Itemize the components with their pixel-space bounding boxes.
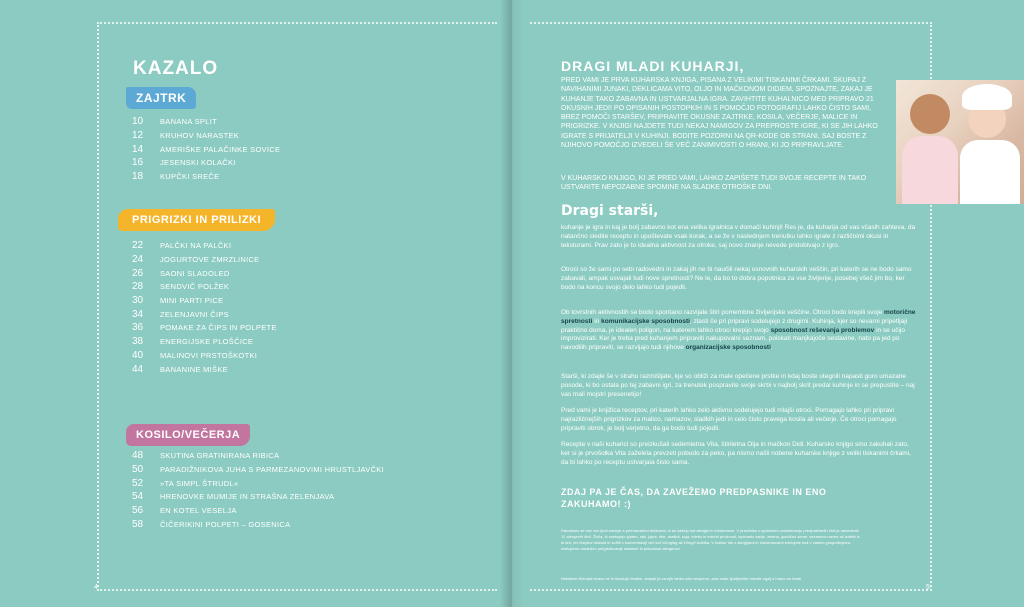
toc-entry-title: »TA SIMPL ŠTRUDL« bbox=[160, 478, 239, 488]
toc-entry[interactable] bbox=[132, 321, 277, 335]
toc-entry-title: EN KOTEL VESELJA bbox=[160, 506, 237, 516]
lunch-dinner-list bbox=[132, 449, 384, 531]
toc-entry-title: JOGURTOVE ZMRZLINICE bbox=[160, 255, 260, 265]
parents-paragraph: Otroci so že sami po sebi radovedni in zakaj jih ne bi naučili nekaj osnovnih kuharskih veščin, pri katerih se ne bodo samo zabavali, ampak usvajali tudi nove spretnosti? Ne le, da bo to dobra popotnica za vse življenje, posebej všeč jim bo, ker bodo na koncu svojo delo lahko tudi pojedli. bbox=[561, 266, 912, 291]
toc-page-number: 10 bbox=[132, 116, 144, 128]
toc-entry[interactable] bbox=[132, 349, 277, 363]
toc-page-number: 18 bbox=[132, 171, 144, 183]
toc-entry[interactable] bbox=[132, 476, 384, 490]
toc-entry[interactable] bbox=[132, 463, 384, 477]
toc-entry-title: AMERIŠKE PALAČINKE SOVICE bbox=[160, 144, 281, 154]
allergen-fine-print: Dandanes se vse več ljudi srečuje s prehranskimi težavami, ki se kažejo kot alergije in intolerance. V pravilniku o splošnem označevanju predpakiranih živil je navedenih 12 alergenih živil. Živila, ki vsebujejo gluten, raki, jajca, ribe, arašidi, soja, mleko in mlečni proizvodi, lupinasto sadje, zelena, gorčično seme, sezamovo seme ali izdelki iz le-teh, ter žveplov dioksid in sulfiti v koncentraciji več kot 10mg/kg ali 10mg/l izdelka. V kolikor ste z alergijami in intolerancami srečujete tudi v vašem gospodinjstvu, svetujemo dosledno pregledovanje sestavin in prisotnost alergenov. bbox=[561, 528, 860, 551]
toc-entry[interactable] bbox=[132, 266, 277, 280]
contents-title: KAZALO bbox=[133, 58, 219, 79]
toc-page-number: 14 bbox=[132, 143, 144, 155]
closing-call-to-action: ZDAJ PA JE ČAS, DA ZAVEŽEMO PREDPASNIKE IN ENO ZAKUHAMO! :) bbox=[561, 487, 827, 509]
toc-entry-title: SKUTINA GRATINIRANA RIBICA bbox=[160, 451, 280, 461]
toc-entry[interactable] bbox=[132, 129, 280, 143]
toc-entry[interactable] bbox=[132, 517, 384, 531]
toc-entry[interactable] bbox=[132, 307, 277, 321]
toc-page-number: 38 bbox=[132, 336, 144, 348]
toc-page-number: 22 bbox=[132, 240, 144, 252]
parents-paragraph-skills bbox=[561, 309, 916, 353]
highlight-organization-skills: organizacijske sposobnosti bbox=[685, 344, 771, 352]
section-label-snacks: PRIGRIZKI IN PRILIZKI bbox=[118, 209, 275, 231]
toc-entry[interactable] bbox=[132, 142, 280, 156]
snacks-list bbox=[132, 239, 277, 376]
text-run: . bbox=[770, 344, 773, 352]
toc-page-number: 56 bbox=[132, 505, 144, 517]
toc-page-number: 36 bbox=[132, 322, 144, 334]
photo-girl-head bbox=[910, 94, 950, 134]
toc-entry-title: ZELENJAVNI ČIPS bbox=[160, 309, 229, 319]
kids-paragraph: V KUHARSKO KNJIGO, KI JE PRED VAMI, LAHKO ZAPIŠETE TUDI SVOJE RECEPTE IN TAKO USTVARITE NEPOZABNE SPOMINE NA SLADKE OTROŠKE DNI. bbox=[561, 175, 867, 192]
toc-page-number: 26 bbox=[132, 267, 144, 279]
toc-entry-title: MALINOVI PRSTOŠKOTKI bbox=[160, 350, 258, 360]
toc-entry[interactable] bbox=[132, 156, 280, 170]
toc-entry[interactable] bbox=[132, 362, 277, 376]
toc-entry-title: PARADIŽNIKOVA JUHA S PARMEZANOVIMI HRUSTLJAVČKI bbox=[160, 465, 384, 475]
toc-entry-title: BANANA SPLIT bbox=[160, 117, 217, 127]
toc-entry-title: ČIČERIKINI POLPETI – GOSENICA bbox=[160, 519, 291, 529]
toc-page-number: 28 bbox=[132, 281, 144, 293]
toc-entry-title: MINI PARTI PICE bbox=[160, 296, 224, 306]
toc-entry[interactable] bbox=[132, 504, 384, 518]
toc-page-number: 58 bbox=[132, 518, 144, 530]
breakfast-list bbox=[132, 115, 280, 183]
toc-page-number: 34 bbox=[132, 308, 144, 320]
toc-entry[interactable] bbox=[132, 449, 384, 463]
highlight-motor-skills: motorične spretnosti bbox=[561, 309, 916, 325]
text-run: Ob tovrstnih aktivnostih se bodo spontano razvijale štiri pomembne življenjske veščine. Otroci bodo krepili svoje bbox=[561, 309, 883, 316]
text-run: in se učijo improvizirati. Ker je treba pred kuhanjem pripraviti nakupovalni seznam, poiskati manjkajoče sestavine, nato pa jed po navodilih pripraviti, se razvijajo tudi njihove bbox=[561, 326, 905, 352]
toc-entry[interactable] bbox=[132, 490, 384, 504]
toc-entry[interactable] bbox=[132, 115, 280, 129]
text-run: , zlasti če pri pripravi sodelujejo z drugimi. Kuhinja, kjer so nevarni pripetljaji praktično doma, je idealen poligon, na katerem lahko otroci krepijo svojo bbox=[561, 317, 908, 334]
toc-entry[interactable] bbox=[132, 239, 277, 253]
parents-paragraph: Recepte v naši kuharici so preizkušali sedemletna Vita, štiriletna Olja in mačkon Didi. Kuharsko knjigo smo zakuhali zato, ker si je prvošolka Vita zaželela prevzeti pobudo za peko, pa nismo našli nobene kuharske knjige z veliki tiskanimi črkami, da bi lahko po receptu ustvarjala čisto sama. bbox=[561, 441, 911, 466]
toc-page-number: 44 bbox=[132, 363, 144, 375]
highlight-problem-solving: sposobnost reševanja problemov bbox=[770, 326, 875, 334]
toc-page-number: 48 bbox=[132, 450, 144, 462]
toc-page-number: 40 bbox=[132, 349, 144, 361]
toc-entry-title: KRUHOV NARASTEK bbox=[160, 131, 240, 141]
toc-entry-title: SAONI SLADOLED bbox=[160, 268, 230, 278]
toc-entry-title: PALČKI NA PALČKI bbox=[160, 241, 232, 251]
toc-entry[interactable] bbox=[132, 294, 277, 308]
kids-paragraph: PRED VAMI JE PRVA KUHARSKA KNJIGA, PISANA Z VELIKIMI TISKANIMI ČRKAMI. SKUPAJ Z NAVIHANIMI JUNAKI, DEKLICAMA VITO, OLJO IN MAČKONOM DIDIEM, SPOZNAJTE, ZAKAJ JE KUHANJE TAKO ZABAVNA IN USTVARJALNA IGRA. ZAVIHTITE KUHALNICO MED PRIPRAVO 21 OKUSNIH JEDI! PO OPISANIH POSTOPKIH IN S POMOČJO FOTOGRAFIJ LAHKO ČISTO SAMI, BREZ POMOČI STARŠEV, PRIPRAVITE OKUSNE ZAJTRKE, KOSILA, VEČERJE, MALICE IN PRIGRIZKE. V KNJIGI NAJDETE TUDI NEKAJ NAMIGOV ZA PREPROSTE IGRE, KI SE JIH LAHKO IGRATE S PRIJATELJI V KUHINJI. BODITE POZORNI NA QR-KODE OB STRANI, SAJ BOSTE Z NJIHOVO POMOČJO IZVEDELI ŠE VEČ ZANIMIVOSTI O HRANI, KI JO PRIPRAVLJATE. bbox=[561, 77, 878, 150]
left-page-number: 4 bbox=[94, 584, 98, 591]
parents-greeting-title: Dragi starši, bbox=[561, 203, 659, 219]
toc-page-number: 16 bbox=[132, 157, 144, 169]
toc-entry-title: SENDVIČ POLŽEK bbox=[160, 282, 230, 292]
book-gutter bbox=[500, 0, 524, 607]
parents-paragraph: Starši, ki zdajle še v strahu razmišljate, kje so obliži za male opečene prstke in kdaj boste utegnili napasti goro umazane posode, ki bo ostala po tej zabavni igri, za trenutek pospravite svoje skrbi v najbolj skrit predal kuhinje in se prepustite – naj vas mali mojstri presenetijo! bbox=[561, 373, 915, 398]
toc-page-number: 52 bbox=[132, 477, 144, 489]
toc-entry[interactable] bbox=[132, 335, 277, 349]
toc-page-number: 24 bbox=[132, 254, 144, 266]
chef-hat-icon bbox=[962, 84, 1012, 110]
toc-entry[interactable] bbox=[132, 170, 280, 184]
toc-entry[interactable] bbox=[132, 253, 277, 267]
kids-greeting-title: DRAGI MLADI KUHARJI, bbox=[561, 58, 745, 74]
parents-paragraph: kuhanje je igra in kaj je bolj zabavno kot ena velika igralnica v domači kuhinji! Res je, da kuharija od vas včasih zahteva, da natančno sledite receptu in upoštevate vsak korak, a se že v naslednjem trenutku lahko igrate z različnimi okusi in teksturami. Prav zato je to idealna aktivnost za otroke, saj novo znanje nevede pridobivajo z igro. bbox=[561, 224, 916, 249]
toc-entry-title: JESENSKI KOLAČKI bbox=[160, 158, 236, 168]
parents-paragraph: Pred vami je knjižica receptov, pri katerih lahko zelo aktivno sodelujejo tudi mlajši otroci. Pomagajo lahko pri pripravi najrazličnejših prigrizkov za malico, namazov, sladkih jedi in celo čisto pravega kosila ali večerje. Če otroci pomagajo pripraviti obrok, je bolj verjetno, da ga bodo tudi pojedli. bbox=[561, 407, 897, 432]
toc-page-number: 50 bbox=[132, 464, 144, 476]
text-run: in bbox=[594, 317, 600, 325]
section-label-breakfast: ZAJTRK bbox=[126, 87, 196, 109]
toc-entry-title: BANANINE MIŠKE bbox=[160, 364, 228, 374]
right-page-number: 5 bbox=[926, 584, 930, 591]
photo-girl-body bbox=[902, 136, 958, 204]
toc-entry-title: KUPČKI SREČE bbox=[160, 172, 220, 182]
children-cooking-photo bbox=[896, 80, 1024, 204]
toc-entry[interactable] bbox=[132, 280, 277, 294]
section-label-lunch-dinner: KOSILO/VEČERJA bbox=[126, 424, 250, 446]
pet-food-fine-print: Nekatere čilenske brano ne le škoduje živalim, ampak je za njih lahko celo strupeno, zato naše ljubljenčke hranite zgolj s hrano za živali. bbox=[561, 576, 803, 581]
highlight-communication-skills: komunikacijske sposobnosti bbox=[601, 317, 690, 325]
toc-entry-title: ENERGIJSKE PLOŠČICE bbox=[160, 337, 254, 347]
toc-page-number: 30 bbox=[132, 295, 144, 307]
toc-page-number: 12 bbox=[132, 130, 144, 142]
toc-entry-title: HRENOVKE MUMIJE IN STRAŠNA ZELENJAVA bbox=[160, 492, 335, 502]
toc-entry-title: POMAKE ZA ČIPS IN POLPETE bbox=[160, 323, 277, 333]
toc-page-number: 54 bbox=[132, 491, 144, 503]
photo-chef-girl-body bbox=[960, 140, 1020, 204]
